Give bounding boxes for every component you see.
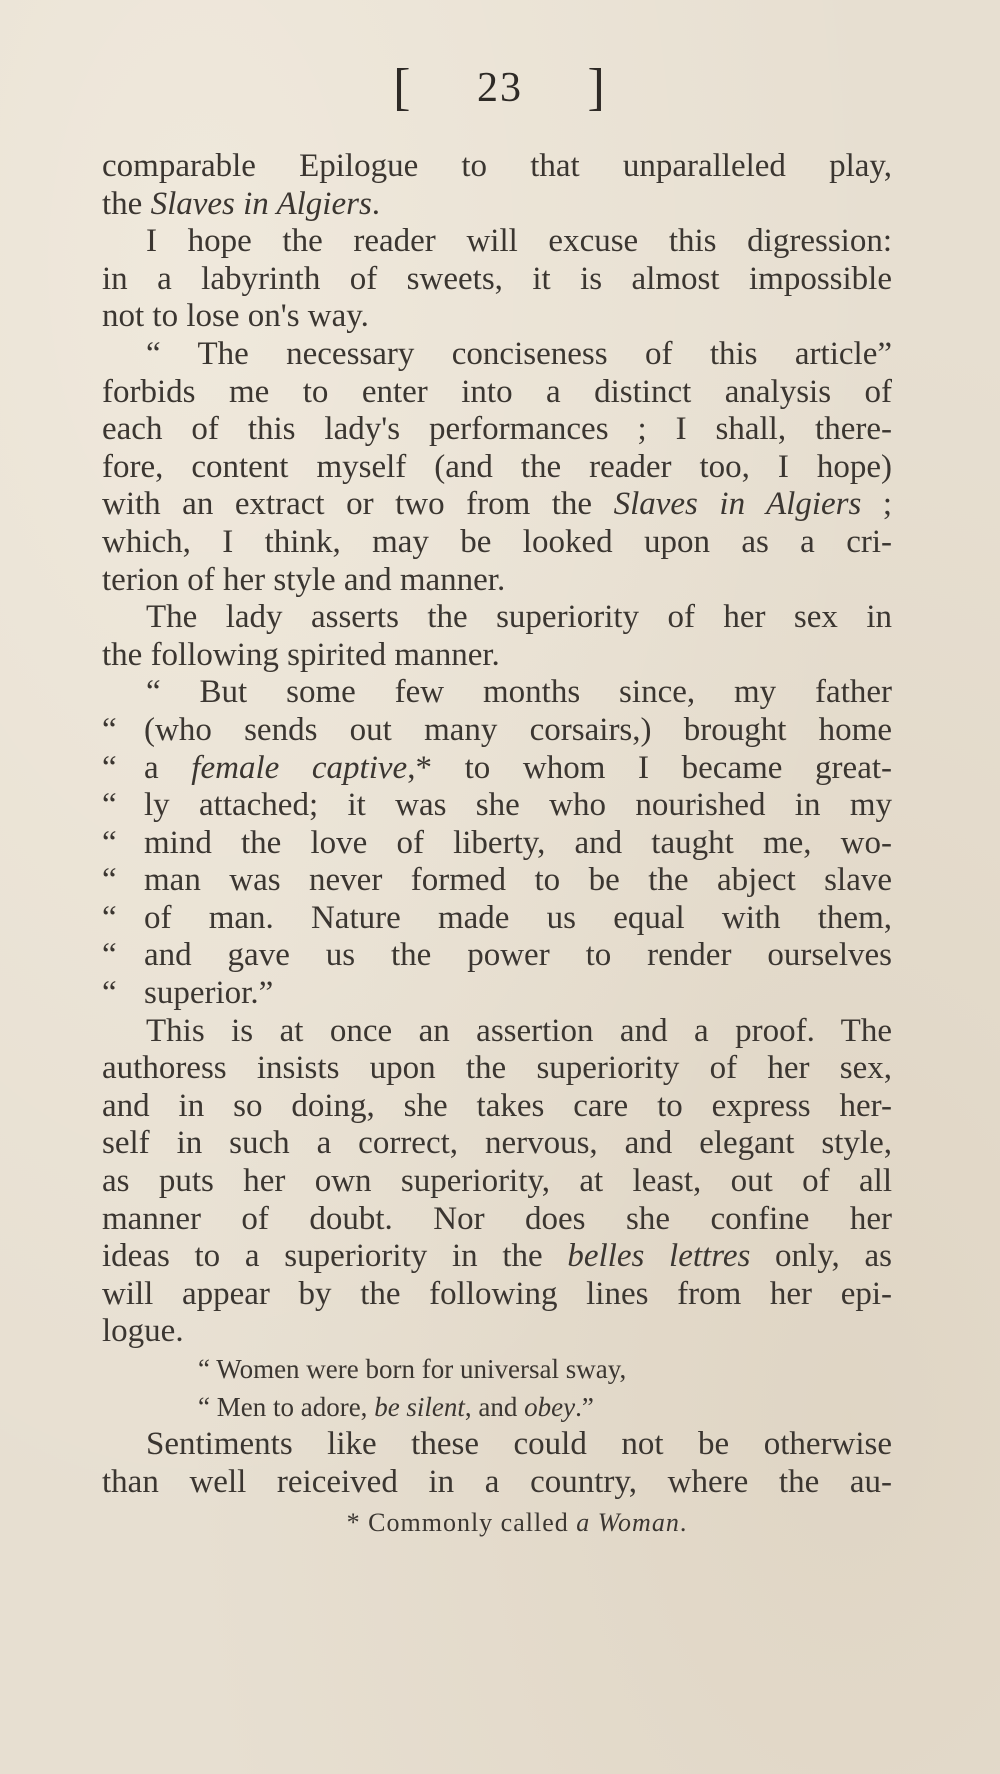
text-line: This is at once an assertion and a proof. The bbox=[146, 1012, 892, 1049]
text-line: “ The necessary conciseness of this article” bbox=[146, 335, 892, 372]
text-line: forbids me to enter into a distinct analysis of bbox=[102, 373, 892, 410]
italic-phrase: be silent bbox=[374, 1391, 465, 1422]
text-run: the bbox=[102, 185, 151, 222]
quote-mark: “ bbox=[102, 749, 117, 786]
quoted-line bbox=[102, 825, 892, 863]
page-number: 23 bbox=[477, 65, 523, 111]
text-line: than well reiceived in a country, where the au- bbox=[102, 1463, 892, 1500]
quoted-line bbox=[102, 750, 892, 788]
open-bracket: [ bbox=[393, 59, 413, 116]
close-bracket: ] bbox=[587, 59, 607, 116]
text-line: I hope the reader will excuse this digression: bbox=[146, 223, 892, 260]
text-run: (who sends out many corsairs,) brought home bbox=[144, 711, 892, 748]
text-run: and gave us the power to render ourselves bbox=[144, 937, 892, 974]
italic-phrase: female captive bbox=[191, 749, 408, 786]
text-line: fore, content myself (and the reader too, I hope) bbox=[102, 448, 892, 485]
quoted-line bbox=[102, 787, 892, 825]
text-run: of man. Nature made us equal with them, bbox=[144, 899, 892, 936]
text-run: * Commonly called bbox=[346, 1508, 577, 1538]
quoted-line bbox=[102, 862, 892, 900]
verse-line bbox=[102, 1351, 892, 1389]
text-run: man was never formed to be the abject slave bbox=[144, 862, 892, 899]
text-run: “ Women were born for universal sway, bbox=[198, 1354, 627, 1384]
text-run: ly attached; it was she who nourished in my bbox=[144, 787, 892, 824]
footnote bbox=[102, 1505, 892, 1541]
text-run: mind the love of liberty, and taught me, wo- bbox=[144, 824, 892, 861]
text-line: and in so doing, she takes care to express her- bbox=[102, 1087, 892, 1124]
text-line: not to lose on's way. bbox=[102, 298, 369, 335]
text-line bbox=[102, 486, 892, 524]
text-line: “ But some few months since, my father bbox=[146, 674, 892, 711]
text-line: manner of doubt. Nor does she confine her bbox=[102, 1200, 892, 1237]
text-line: Sentiments like these could not be otherwise bbox=[146, 1426, 892, 1463]
text-line: the following spirited manner. bbox=[102, 636, 500, 673]
text-line: comparable Epilogue to that unparalleled play, bbox=[102, 148, 892, 184]
quote-mark: “ bbox=[102, 711, 117, 748]
play-title: Slaves in Algiers bbox=[150, 185, 372, 222]
text-run: . bbox=[371, 185, 381, 222]
text-line: authoress insists upon the superiority of her sex, bbox=[102, 1050, 892, 1087]
quote-mark: “ bbox=[102, 937, 117, 974]
quoted-line bbox=[102, 900, 892, 938]
italic-phrase: belles lettres bbox=[567, 1238, 751, 1275]
page-header bbox=[0, 58, 1000, 117]
text-run: “ Men to adore, bbox=[198, 1391, 375, 1422]
text-run: ; bbox=[861, 486, 892, 523]
text-line: The lady asserts the superiority of her sex in bbox=[146, 599, 892, 636]
text-line: terion of her style and manner. bbox=[102, 561, 506, 598]
quoted-line bbox=[102, 937, 892, 975]
verse-line bbox=[102, 1389, 892, 1427]
text-line: each of this lady's performances ; I shall, there- bbox=[102, 411, 892, 448]
text-run: superior.” bbox=[144, 975, 274, 1012]
text-run: . bbox=[679, 1508, 688, 1538]
text-line bbox=[102, 186, 892, 224]
italic-phrase: obey bbox=[524, 1391, 576, 1422]
quote-mark: “ bbox=[102, 787, 117, 824]
text-line: as puts her own superiority, at least, out of all bbox=[102, 1163, 892, 1200]
quote-mark: “ bbox=[102, 899, 117, 936]
text-run: , and bbox=[464, 1391, 525, 1422]
quote-mark: “ bbox=[102, 862, 117, 899]
play-title: Slaves in Algiers bbox=[613, 486, 862, 523]
text-line: self in such a correct, nervous, and elegant style, bbox=[102, 1125, 892, 1162]
text-line bbox=[102, 1238, 892, 1276]
text-run: ,* to whom I became great- bbox=[407, 749, 892, 786]
quote-mark: “ bbox=[102, 824, 117, 861]
quoted-line bbox=[102, 712, 892, 750]
text-run: ideas to a superiority in the bbox=[102, 1238, 568, 1275]
text-run: only, as bbox=[750, 1238, 893, 1275]
text-run: .” bbox=[575, 1391, 594, 1422]
text-line: logue. bbox=[102, 1313, 184, 1350]
text-run: with an extract or two from the bbox=[102, 486, 614, 523]
text-line: in a labyrinth of sweets, it is almost impossible bbox=[102, 260, 892, 297]
quoted-line bbox=[102, 975, 892, 1013]
text-run: a bbox=[144, 749, 192, 786]
page-body bbox=[102, 148, 892, 1541]
text-line: which, I think, may be looked upon as a cri- bbox=[102, 523, 892, 560]
quote-mark: “ bbox=[102, 975, 117, 1012]
text-line: will appear by the following lines from her epi- bbox=[102, 1275, 892, 1312]
italic-phrase: a Woman bbox=[576, 1508, 680, 1538]
